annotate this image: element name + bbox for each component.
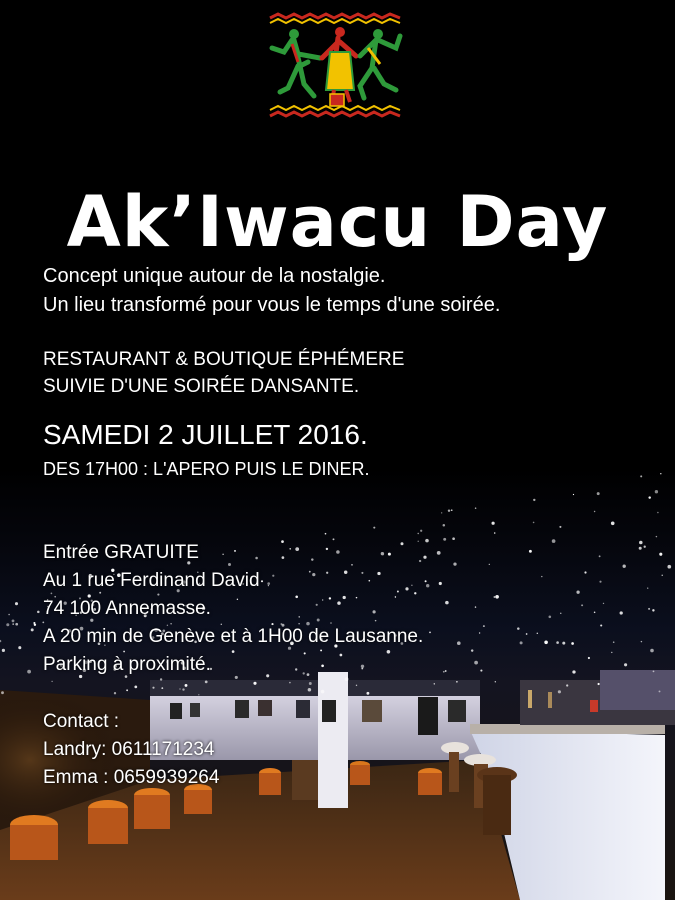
- ceiling-star: [253, 682, 256, 685]
- ceiling-star: [603, 603, 604, 604]
- program-line: RESTAURANT & BOUTIQUE ÉPHÉMERE: [43, 349, 405, 370]
- ceiling-star: [656, 536, 657, 537]
- ceiling-star: [573, 494, 574, 495]
- ceiling-star: [321, 690, 325, 694]
- ceiling-star: [667, 565, 671, 569]
- ceiling-star: [126, 689, 128, 691]
- contact-block: [43, 708, 219, 792]
- ceiling-star: [647, 587, 648, 588]
- ceiling-star: [491, 522, 494, 525]
- ceiling-star: [529, 550, 532, 553]
- ceiling-star: [624, 663, 627, 666]
- ceiling-star: [309, 682, 312, 685]
- ceiling-star: [558, 690, 561, 693]
- event-time: DES 17H00 : L'APERO PUIS LE DINER.: [43, 459, 370, 479]
- ceiling-star: [599, 581, 601, 583]
- ceiling-star: [598, 683, 600, 685]
- ceiling-star: [426, 584, 429, 587]
- african-dancers-logo: [264, 12, 406, 122]
- ceiling-star: [566, 684, 568, 686]
- ceiling-star: [443, 671, 445, 673]
- ceiling-star: [205, 681, 208, 684]
- program-text: [43, 346, 404, 400]
- ceiling-star: [623, 565, 626, 568]
- ceiling-star: [356, 685, 357, 686]
- info-line: Parking à proximité.: [43, 654, 211, 675]
- ceiling-star: [420, 530, 422, 532]
- ceiling-star: [12, 620, 15, 623]
- ceiling-star: [114, 692, 116, 694]
- ceiling-star: [27, 670, 31, 674]
- ceiling-star: [445, 670, 447, 672]
- practical-info: [43, 539, 423, 679]
- program-line: SUIVIE D'UNE SOIRÉE DANSANTE.: [43, 376, 360, 397]
- ceiling-star: [308, 688, 312, 692]
- ceiling-star: [423, 556, 426, 559]
- ceiling-star: [576, 591, 579, 594]
- ceiling-star: [471, 649, 473, 651]
- ceiling-star: [562, 642, 565, 645]
- ceiling-star: [640, 475, 642, 477]
- ceiling-star: [597, 492, 600, 495]
- ceiling-star: [451, 509, 453, 511]
- ceiling-star: [6, 623, 9, 626]
- event-title: Ak’Iwacu Day: [66, 180, 609, 263]
- ceiling-star: [434, 683, 435, 684]
- ceiling-star: [0, 640, 1, 642]
- ceiling-star: [584, 571, 586, 573]
- ceiling-star: [644, 546, 646, 548]
- ceiling-star: [659, 553, 662, 556]
- ceiling-star: [594, 511, 595, 512]
- ceiling-star: [560, 613, 561, 614]
- ceiling-star: [457, 641, 461, 645]
- ceiling-star: [417, 533, 418, 534]
- ceiling-star: [182, 688, 184, 690]
- ceiling-star: [429, 632, 431, 634]
- ceiling-star: [495, 681, 496, 682]
- ceiling-star: [198, 694, 199, 695]
- ceiling-star: [611, 652, 612, 653]
- ceiling-star: [533, 522, 535, 524]
- ceiling-star: [650, 649, 654, 653]
- ceiling-star: [366, 692, 369, 695]
- intro-line: Concept unique autour de la nostalgie.: [43, 265, 386, 287]
- ceiling-star: [31, 628, 34, 631]
- ceiling-star: [613, 641, 615, 643]
- ceiling-star: [152, 687, 154, 689]
- ceiling-star: [588, 657, 590, 659]
- ceiling-star: [600, 624, 602, 626]
- info-line: Au 1 rue Ferdinand David: [43, 570, 260, 591]
- ceiling-star: [18, 646, 21, 649]
- ceiling-star: [517, 627, 520, 630]
- ceiling-star: [134, 686, 137, 689]
- ceiling-star: [639, 541, 643, 545]
- ceiling-star: [483, 625, 485, 627]
- ceiling-star: [662, 575, 663, 576]
- ceiling-star: [443, 524, 446, 527]
- ceiling-star: [526, 633, 528, 635]
- info-line: Entrée GRATUITE: [43, 542, 199, 563]
- ceiling-star: [620, 611, 623, 614]
- ceiling-star: [179, 688, 180, 689]
- ceiling-star: [452, 537, 455, 540]
- ceiling-star: [33, 622, 35, 624]
- ceiling-star: [611, 521, 615, 525]
- ceiling-star: [533, 499, 535, 501]
- contact-person: Landry: 0611171234: [43, 739, 215, 760]
- ceiling-star: [12, 623, 14, 625]
- ceiling-star: [437, 551, 441, 555]
- ceiling-star: [653, 671, 655, 673]
- ceiling-star: [474, 661, 478, 665]
- ceiling-star: [489, 564, 490, 565]
- ceiling-star: [655, 490, 658, 493]
- intro-line: Un lieu transformé pour vous le temps d'une soirée.: [43, 294, 501, 316]
- intro-text: [43, 262, 500, 320]
- contact-heading: Contact :: [43, 711, 120, 732]
- ceiling-star: [641, 641, 642, 642]
- ceiling-star: [425, 580, 427, 582]
- ceiling-star: [443, 538, 446, 541]
- ceiling-star: [51, 681, 52, 682]
- ceiling-star: [541, 576, 542, 577]
- ceiling-star: [544, 641, 548, 645]
- ceiling-star: [581, 604, 583, 606]
- ceiling-star: [453, 562, 456, 565]
- ceiling-star: [657, 512, 659, 514]
- ceiling-star: [572, 670, 575, 673]
- ceiling-star: [571, 642, 574, 645]
- ceiling-star: [161, 687, 163, 689]
- ceiling-star: [648, 608, 650, 610]
- ceiling-star: [15, 602, 18, 605]
- ceiling-star: [475, 507, 477, 509]
- ceiling-star: [8, 614, 10, 616]
- ceiling-star: [479, 632, 480, 633]
- ceiling-star: [659, 690, 661, 692]
- ceiling-star: [559, 526, 561, 528]
- ceiling-star: [556, 641, 559, 644]
- contact-person: Emma : 0659939264: [43, 767, 220, 788]
- ceiling-star: [185, 684, 188, 687]
- ceiling-star: [549, 616, 552, 619]
- ceiling-star: [1, 691, 4, 694]
- ceiling-star: [520, 641, 523, 644]
- ceiling-star: [660, 473, 661, 474]
- ceiling-star: [439, 582, 442, 585]
- ceiling-star: [652, 609, 654, 611]
- event-date: SAMEDI 2 JUILLET 2016.: [43, 419, 368, 450]
- info-line: 74 100 Annemasse.: [43, 598, 211, 619]
- ceiling-star: [445, 601, 449, 605]
- ceiling-star: [289, 682, 291, 684]
- ceiling-star: [325, 533, 327, 535]
- ceiling-star: [599, 555, 601, 557]
- ceiling-star: [494, 532, 496, 534]
- ceiling-star: [480, 670, 482, 672]
- ceiling-star: [15, 623, 18, 626]
- ceiling-star: [494, 596, 496, 598]
- ceiling-star: [448, 509, 450, 511]
- ceiling-star: [441, 512, 442, 513]
- ceiling-star: [552, 539, 556, 543]
- ceiling-star: [373, 527, 375, 529]
- ceiling-star: [648, 496, 650, 498]
- info-line: A 20 min de Genève et à 1H00 de Lausanne.: [43, 626, 424, 647]
- ceiling-star: [475, 606, 476, 607]
- ceiling-star: [37, 611, 40, 614]
- ceiling-star: [537, 633, 538, 634]
- ceiling-star: [495, 595, 499, 599]
- ceiling-star: [639, 547, 642, 550]
- ceiling-star: [425, 539, 429, 543]
- ceiling-star: [2, 649, 5, 652]
- ceiling-star: [594, 612, 596, 614]
- ceiling-star: [456, 681, 458, 683]
